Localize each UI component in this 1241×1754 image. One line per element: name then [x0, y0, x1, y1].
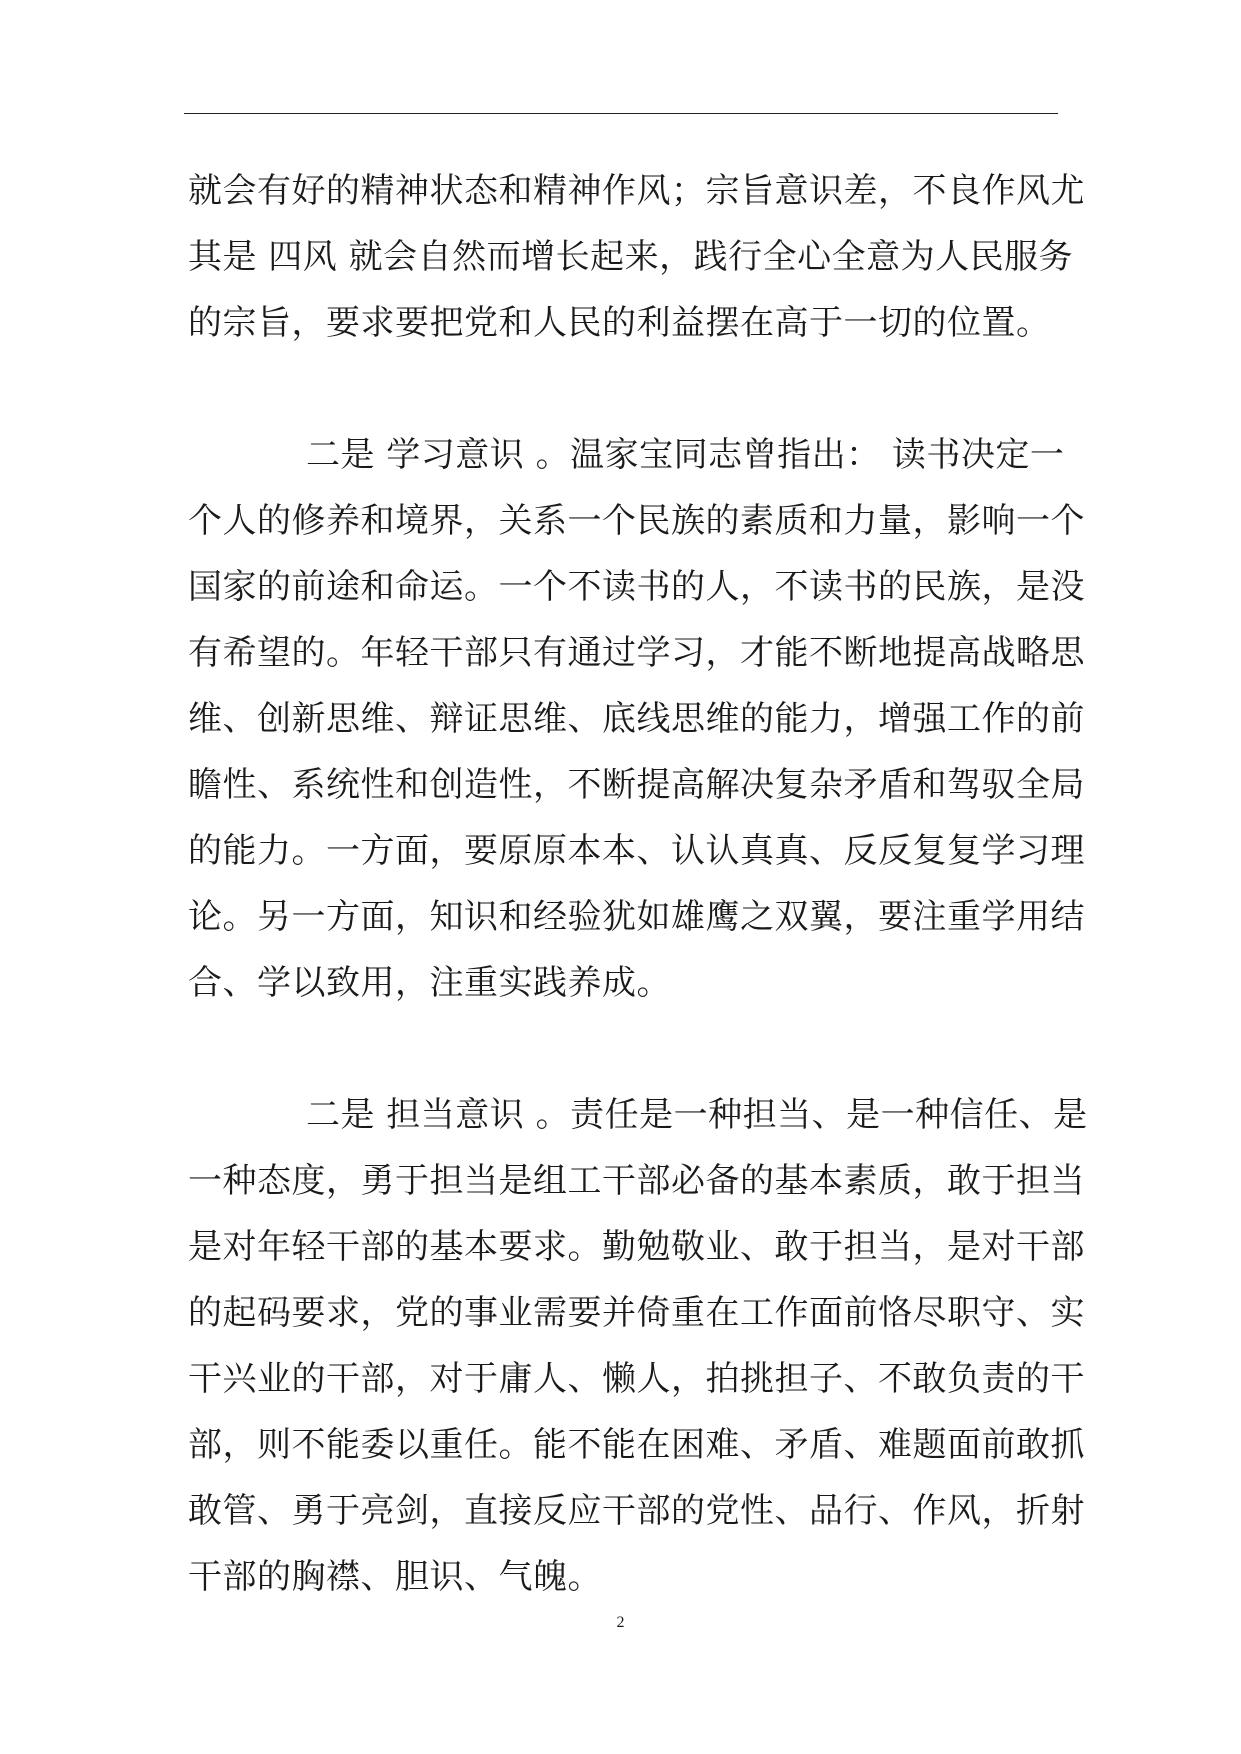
paragraph-line: 其是 四风 就会自然而增长起来，践行全心全意为人民服务	[188, 237, 1074, 277]
paragraph-line: 论。另一方面，知识和经验犹如雄鹰之双翼，要注重学用结	[188, 897, 1085, 937]
paragraph-line: 个人的修养和境界，关系一个民族的素质和力量，影响一个	[188, 501, 1085, 541]
paragraph-learning-awareness	[188, 422, 1085, 1016]
paragraph-line: 敢管、勇于亮剑，直接反应干部的党性、品行、作风，折射	[188, 1491, 1085, 1531]
paragraph-line: 有希望的。年轻干部只有通过学习，才能不断地提高战略思	[188, 633, 1085, 673]
paragraph-line: 的起码要求，党的事业需要并倚重在工作面前恪尽职守、实	[188, 1293, 1085, 1333]
paragraph-line: 干部的胸襟、胆识、气魄。	[188, 1557, 602, 1597]
paragraph-line: 的能力。一方面，要原原本本、认认真真、反反复复学习理	[188, 831, 1085, 871]
document-body	[188, 158, 1088, 1610]
paragraph-line: 瞻性、系统性和创造性，不断提高解决复杂矛盾和驾驭全局	[188, 765, 1085, 805]
paragraph-line: 二是 学习意识 。温家宝同志曾指出： 读书决定一	[306, 435, 1065, 475]
paragraph-line: 维、创新思维、辩证思维、底线思维的能力，增强工作的前	[188, 699, 1085, 739]
paragraph-line: 干兴业的干部，对于庸人、懒人，拍挑担子、不敢负责的干	[188, 1359, 1085, 1399]
paragraph-line: 的宗旨，要求要把党和人民的利益摆在高于一切的位置。	[188, 303, 1051, 343]
paragraph-line: 一种态度，勇于担当是组工干部必备的基本素质，敢于担当	[188, 1161, 1085, 1201]
paragraph-purpose-awareness-continued	[188, 158, 1085, 356]
paragraph-line: 就会有好的精神状态和精神作风；宗旨意识差，不良作风尤	[188, 171, 1085, 211]
paragraph-line: 二是 担当意识 。责任是一种担当、是一种信任、是	[306, 1095, 1088, 1135]
paragraph-line: 合、学以致用，注重实践养成。	[188, 963, 671, 1003]
header-rule	[184, 113, 1058, 114]
paragraph-line: 国家的前途和命运。一个不读书的人，不读书的民族，是没	[188, 567, 1085, 607]
paragraph-line: 部，则不能委以重任。能不能在困难、矛盾、难题面前敢抓	[188, 1425, 1085, 1465]
page-number: 2	[616, 1614, 625, 1631]
paragraph-responsibility-awareness	[188, 1082, 1088, 1610]
paragraph-line: 是对年轻干部的基本要求。勤勉敬业、敢于担当，是对干部	[188, 1227, 1085, 1267]
